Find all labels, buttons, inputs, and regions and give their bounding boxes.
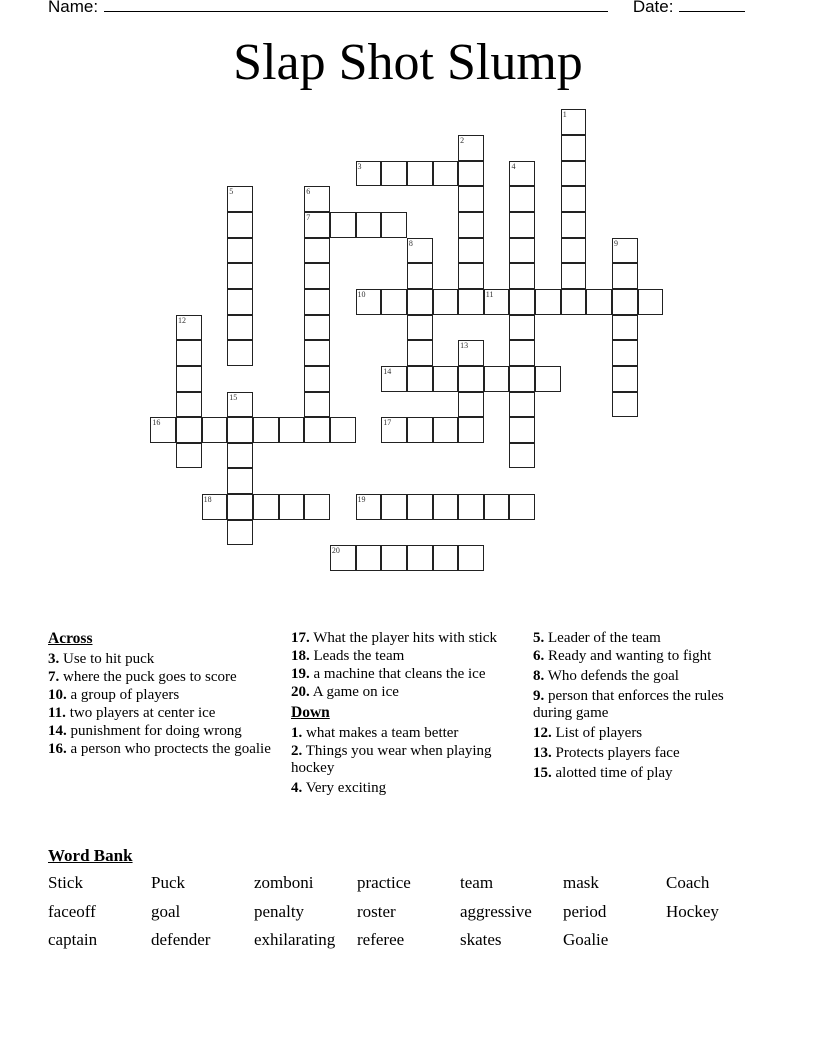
crossword-cell[interactable] — [509, 443, 535, 469]
crossword-cell[interactable] — [638, 289, 664, 315]
crossword-cell[interactable] — [381, 212, 407, 238]
word-bank — [48, 846, 769, 959]
clue-number: 2 — [460, 136, 465, 145]
crossword-cell[interactable] — [253, 417, 279, 443]
clue-across-14: 14. punishment for doing wrong — [48, 723, 242, 739]
crossword-cell[interactable] — [458, 263, 484, 289]
clue-across-19: 19. a machine that cleans the ice — [291, 666, 486, 682]
crossword-cell[interactable] — [509, 494, 535, 520]
crossword-cell[interactable] — [509, 392, 535, 418]
crossword-cell[interactable] — [227, 392, 253, 418]
crossword-cell[interactable] — [381, 366, 407, 392]
crossword-cell[interactable] — [227, 263, 253, 289]
crossword-cell[interactable] — [407, 238, 433, 264]
crossword-cell[interactable] — [304, 340, 330, 366]
clue-number: 6 — [306, 187, 311, 197]
crossword-cell[interactable] — [458, 417, 484, 443]
word-bank-word: team — [460, 873, 494, 892]
crossword-cell[interactable] — [356, 494, 382, 520]
crossword-cell[interactable] — [227, 468, 253, 494]
word-bank-word: Puck — [151, 873, 185, 892]
date-label: Date: — [632, 0, 674, 16]
crossword-cell[interactable] — [304, 186, 330, 212]
word-bank-word: defender — [151, 930, 211, 949]
crossword-cell[interactable] — [356, 161, 382, 187]
crossword-cell[interactable] — [458, 161, 484, 187]
crossword-cell[interactable] — [458, 392, 484, 418]
crossword-cell[interactable] — [356, 545, 382, 571]
clue-down-15: 15. alotted time of play — [533, 765, 673, 781]
crossword-cell[interactable] — [381, 161, 407, 187]
crossword-cell[interactable] — [330, 212, 356, 238]
crossword-cell[interactable] — [509, 340, 535, 366]
crossword-cell[interactable] — [176, 366, 202, 392]
crossword-cell[interactable] — [458, 238, 484, 264]
crossword-cell[interactable] — [586, 289, 612, 315]
crossword-cell[interactable] — [176, 392, 202, 418]
crossword-cell[interactable] — [561, 186, 587, 212]
clue-down-1: 1. what makes a team better — [291, 725, 459, 741]
clue-number: 10 — [357, 289, 366, 299]
word-bank-word: goal — [151, 901, 181, 921]
clue-number: 11 — [485, 289, 494, 299]
crossword-cell[interactable] — [356, 212, 382, 238]
crossword-cell[interactable] — [535, 366, 561, 392]
crossword-cell[interactable] — [509, 186, 535, 212]
crossword-cell[interactable] — [433, 494, 459, 520]
crossword-cell[interactable] — [433, 545, 459, 571]
crossword-cell[interactable] — [612, 238, 638, 264]
clue-number: 8 — [408, 238, 413, 248]
clues-column-2 — [291, 630, 506, 798]
crossword-cell[interactable] — [433, 161, 459, 187]
crossword-cell[interactable] — [407, 417, 433, 443]
crossword-cell[interactable] — [535, 289, 561, 315]
name-date-header — [48, 0, 745, 17]
clue-number: 9 — [614, 238, 619, 248]
clue-down-13: 13. Protects players face — [533, 745, 680, 761]
word-bank-heading: Word Bank — [48, 846, 133, 865]
crossword-cell[interactable] — [330, 417, 356, 443]
clue-across-18: 18. Leads the team — [291, 648, 405, 664]
crossword-cell[interactable] — [381, 417, 407, 443]
crossword-cell[interactable] — [509, 161, 535, 187]
crossword-cell[interactable] — [509, 263, 535, 289]
word-bank-word: practice — [357, 873, 411, 892]
crossword-cell[interactable] — [458, 289, 484, 315]
crossword-cell[interactable] — [612, 289, 638, 315]
crossword-cell[interactable] — [561, 161, 587, 187]
crossword-cell[interactable] — [509, 315, 535, 341]
clue-across-17: 17. What the player hits with stick — [291, 630, 497, 646]
crossword-cell[interactable] — [509, 238, 535, 264]
clue-number: 14 — [383, 366, 392, 376]
crossword-cell[interactable] — [407, 340, 433, 366]
crossword-cell[interactable] — [612, 366, 638, 392]
clue-down-5: 5. Leader of the team — [533, 630, 661, 646]
crossword-cell[interactable] — [561, 212, 587, 238]
crossword-cell[interactable] — [176, 443, 202, 469]
word-bank-word: aggressive — [460, 901, 532, 921]
crossword-cell[interactable] — [561, 238, 587, 264]
clue-down-12: 12. List of players — [533, 725, 643, 741]
crossword-cell[interactable] — [304, 494, 330, 520]
clue-number: 1 — [562, 110, 567, 120]
crossword-cell[interactable] — [407, 494, 433, 520]
crossword-cell[interactable] — [458, 494, 484, 520]
clue-down-8: 8. Who defends the goal — [533, 668, 679, 684]
crossword-cell[interactable] — [458, 212, 484, 238]
clue-number: 18 — [203, 495, 212, 505]
crossword-cell[interactable] — [253, 494, 279, 520]
crossword-cell[interactable] — [356, 289, 382, 315]
clue-number: 13 — [460, 341, 469, 351]
crossword-cell[interactable] — [484, 494, 510, 520]
word-bank-word: skates — [460, 930, 502, 949]
crossword-cell[interactable] — [176, 417, 202, 443]
crossword-cell[interactable] — [381, 289, 407, 315]
clue-number: 3 — [357, 161, 362, 171]
name-label: Name: — [48, 0, 99, 16]
clue-number: 16 — [152, 418, 161, 428]
crossword-cell[interactable] — [561, 289, 587, 315]
clue-number: 20 — [331, 546, 340, 556]
clue-down-4: 4. Very exciting — [291, 780, 387, 796]
crossword-cell[interactable] — [227, 315, 253, 341]
crossword-cell[interactable] — [407, 315, 433, 341]
word-bank-row — [48, 902, 769, 931]
clue-across-20: 20. A game on ice — [291, 684, 399, 700]
date-field-line[interactable] — [679, 0, 745, 12]
crossword-cell[interactable] — [279, 494, 305, 520]
clues-column-3 — [533, 630, 753, 783]
word-bank-word: referee — [357, 930, 405, 949]
clue-number: 5 — [229, 187, 234, 197]
crossword-cell[interactable] — [279, 417, 305, 443]
clue-number: 7 — [306, 212, 311, 222]
crossword-cell[interactable] — [407, 289, 433, 315]
clue-number: 12 — [178, 315, 186, 325]
crossword-cell[interactable] — [150, 417, 176, 443]
crossword-cell[interactable] — [227, 494, 253, 520]
crossword-cell[interactable] — [227, 289, 253, 315]
word-bank-word: captain — [48, 930, 98, 949]
crossword-cell[interactable] — [202, 494, 228, 520]
crossword-cell[interactable] — [381, 494, 407, 520]
clue-down-9: 9. person that enforces the rules during game — [533, 688, 724, 721]
clue-number: 15 — [229, 392, 238, 402]
word-bank-word: Stick — [48, 873, 83, 892]
crossword-cell[interactable] — [407, 366, 433, 392]
crossword-cell[interactable] — [227, 212, 253, 238]
crossword-cell[interactable] — [304, 212, 330, 238]
crossword-cell[interactable] — [176, 340, 202, 366]
crossword-cell[interactable] — [612, 392, 638, 418]
word-bank-word: Goalie — [563, 930, 609, 949]
crossword-cell[interactable] — [484, 289, 510, 315]
name-field-line[interactable] — [104, 0, 608, 12]
crossword-cell[interactable] — [227, 443, 253, 469]
crossword-cell[interactable] — [612, 340, 638, 366]
clue-down-6: 6. Ready and wanting to fight — [533, 648, 712, 664]
crossword-cell[interactable] — [202, 417, 228, 443]
crossword-cell[interactable] — [458, 545, 484, 571]
clue-across-11: 11. two players at center ice — [48, 705, 216, 721]
word-bank-word: roster — [357, 901, 396, 921]
word-bank-word: period — [563, 901, 607, 921]
crossword-cell[interactable] — [561, 135, 587, 161]
word-bank-row — [48, 930, 769, 959]
clue-number: 4 — [511, 161, 516, 171]
crossword-cell[interactable] — [612, 315, 638, 341]
word-bank-word: Coach — [666, 873, 710, 892]
puzzle-title: Slap Shot Slump — [233, 34, 583, 91]
clue-across-10: 10. a group of players — [48, 687, 180, 703]
crossword-cell[interactable] — [561, 263, 587, 289]
crossword-cell[interactable] — [304, 392, 330, 418]
crossword-cell[interactable] — [407, 161, 433, 187]
crossword-cell[interactable] — [433, 417, 459, 443]
crossword-cell[interactable] — [561, 109, 587, 135]
clue-down-2: 2. Things you wear when playing hockey — [291, 743, 492, 776]
crossword-cell[interactable] — [227, 520, 253, 546]
crossword-cell[interactable] — [509, 417, 535, 443]
crossword-cell[interactable] — [227, 340, 253, 366]
clue-number: 19 — [357, 495, 366, 505]
crossword-cell[interactable] — [227, 238, 253, 264]
word-bank-word: penalty — [254, 901, 305, 921]
crossword-cell[interactable] — [407, 545, 433, 571]
across-heading: Across — [48, 630, 93, 647]
crossword-cell[interactable] — [304, 366, 330, 392]
word-bank-word: exhilarating — [254, 930, 336, 949]
crossword-cell[interactable] — [433, 366, 459, 392]
crossword-cell[interactable] — [509, 289, 535, 315]
crossword-cell[interactable] — [304, 238, 330, 264]
clue-number: 17 — [383, 418, 392, 428]
clues-column-1 — [48, 630, 273, 759]
crossword-cell[interactable] — [227, 417, 253, 443]
crossword-cell[interactable] — [330, 545, 356, 571]
crossword-cell[interactable] — [458, 135, 484, 161]
crossword-cell[interactable] — [407, 263, 433, 289]
crossword-cell[interactable] — [304, 417, 330, 443]
crossword-cell[interactable] — [458, 366, 484, 392]
crossword-cell[interactable] — [458, 186, 484, 212]
crossword-cell[interactable] — [304, 263, 330, 289]
crossword-cell[interactable] — [612, 263, 638, 289]
down-heading: Down — [291, 704, 330, 721]
word-bank-word: mask — [563, 873, 599, 892]
word-bank-word: Hockey — [666, 901, 719, 921]
crossword-cell[interactable] — [458, 340, 484, 366]
crossword-cell[interactable] — [304, 289, 330, 315]
clue-across-16: 16. a person who proctects the goalie — [48, 741, 271, 757]
crossword-cell[interactable] — [381, 545, 407, 571]
word-bank-word: zomboni — [254, 873, 314, 892]
crossword-cell[interactable] — [176, 315, 202, 341]
clue-across-3: 3. Use to hit puck — [48, 651, 155, 667]
crossword-cell[interactable] — [304, 315, 330, 341]
crossword-cell[interactable] — [509, 212, 535, 238]
crossword-cell[interactable] — [227, 186, 253, 212]
word-bank-word: faceoff — [48, 901, 96, 921]
crossword-cell[interactable] — [509, 366, 535, 392]
crossword-cell[interactable] — [484, 366, 510, 392]
clue-across-7: 7. where the puck goes to score — [48, 669, 237, 685]
word-bank-row — [48, 873, 769, 902]
crossword-cell[interactable] — [433, 289, 459, 315]
